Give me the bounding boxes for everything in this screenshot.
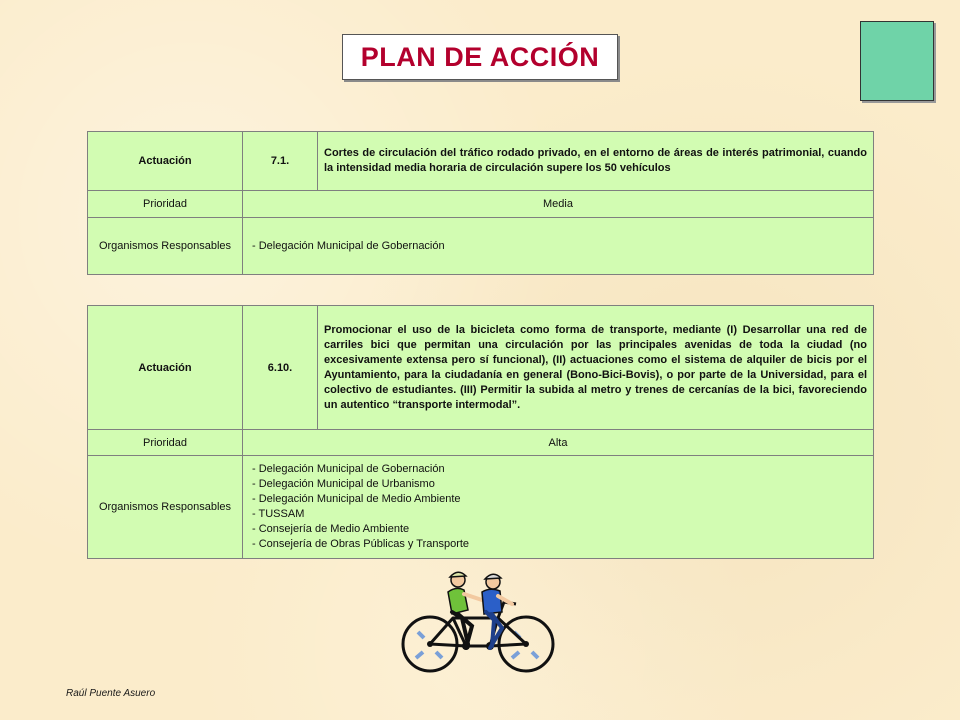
list-item: - Delegación Municipal de Gobernación <box>252 239 445 252</box>
action-table-1 <box>87 131 874 275</box>
decorative-green-square <box>860 21 934 101</box>
organismos-list <box>243 456 874 559</box>
table-row <box>88 191 874 218</box>
list-item: - Consejería de Obras Públicas y Transporte <box>252 538 470 550</box>
prioridad-label: Prioridad <box>88 430 243 456</box>
list-item: - Delegación Municipal de Gobernación <box>252 463 445 475</box>
table-row <box>88 306 874 430</box>
list-item: - Delegación Municipal de Medio Ambiente <box>252 493 461 505</box>
action-table-2 <box>87 305 874 559</box>
actuacion-label: Actuación <box>88 132 243 191</box>
organismos-label: Organismos Responsables <box>88 456 243 559</box>
tandem-bicycle-icon <box>398 566 558 678</box>
actuacion-label: Actuación <box>88 306 243 430</box>
prioridad-label: Prioridad <box>88 191 243 218</box>
page-title: PLAN DE ACCIÓN <box>360 41 600 72</box>
prioridad-value: Alta <box>243 430 874 456</box>
actuacion-code: 7.1. <box>243 132 318 191</box>
table-row <box>88 218 874 275</box>
prioridad-value: Media <box>243 191 874 218</box>
table-row <box>88 430 874 456</box>
organismos-list <box>243 218 874 275</box>
list-item: - TUSSAM <box>252 508 305 520</box>
table-row <box>88 132 874 191</box>
list-item: - Consejería de Medio Ambiente <box>252 523 410 535</box>
title-box <box>342 34 618 80</box>
organismos-label: Organismos Responsables <box>88 218 243 275</box>
table-row <box>88 456 874 559</box>
list-item: - Delegación Municipal de Urbanismo <box>252 478 435 490</box>
actuacion-description: Cortes de circulación del tráfico rodado privado, en el entorno de áreas de interés patrimonial, cuando la intensidad media horaria de circulación supere los 50 vehículos <box>318 132 874 191</box>
actuacion-code: 6.10. <box>243 306 318 430</box>
author-credit: Raúl Puente Asuero <box>66 688 156 699</box>
actuacion-description: Promocionar el uso de la bicicleta como forma de transporte, mediante (I) Desarrollar una red de carriles bici que permitan una circulación por las principales avenidas de toda la ciudad (no excesivamente extensa pero sí funcional), (II) actuaciones como el sistema de alquiler de bicis por el Ayuntamiento, para la ciudadanía en general (Bono-Bici-Bovis), o por parte de la Universidad, para el colectivo de estudiantes. (III) Permitir la subida al metro y trenes de cercanías de la bici, favoreciendo un autentico “transporte intermodal”. <box>318 306 874 430</box>
